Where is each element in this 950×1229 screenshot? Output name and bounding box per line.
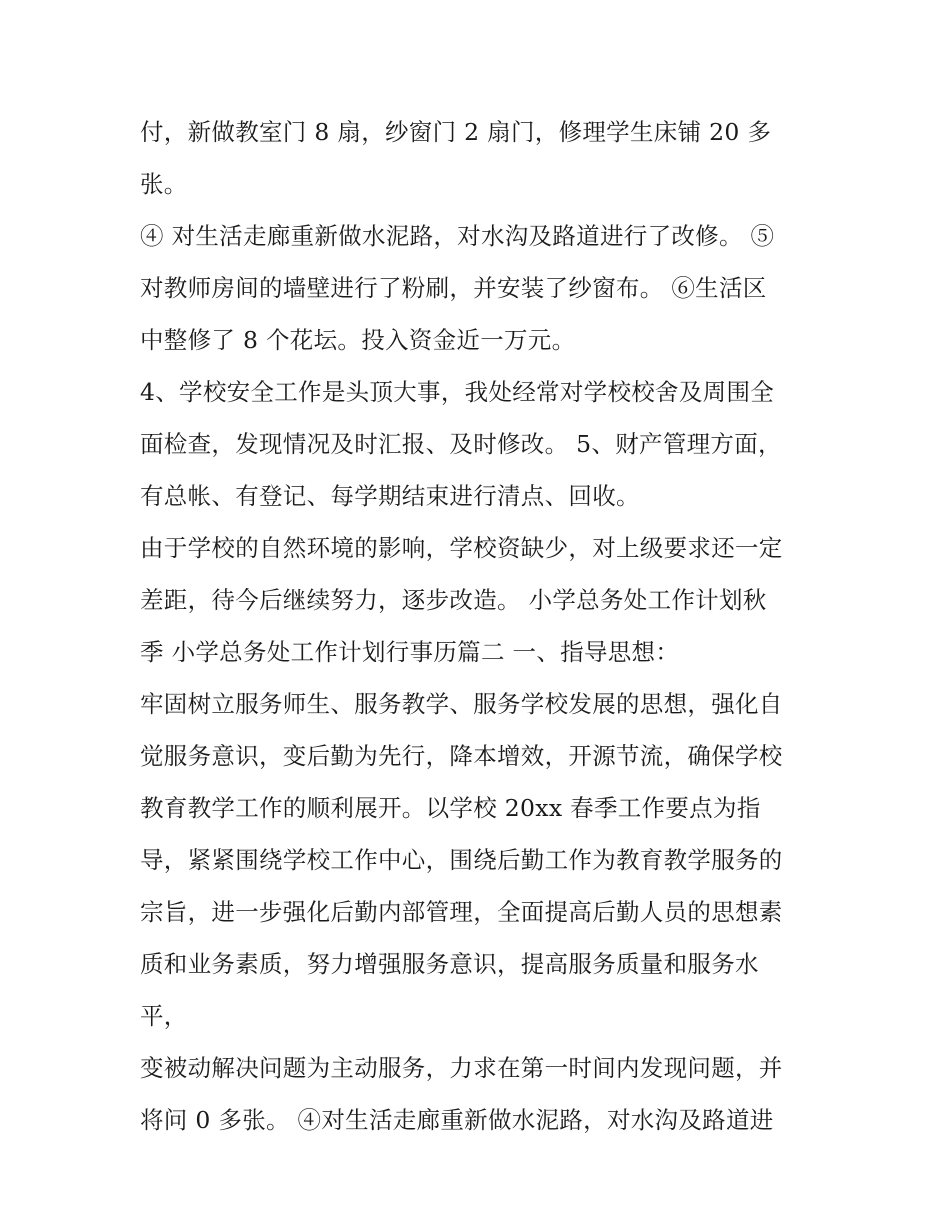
text-line: 牢固树立服务师生、服务教学、服务学校发展的思想，强化自 bbox=[140, 690, 783, 718]
text-line: 差距，待今后继续努力，逐步改造。 小学总务处工作计划秋 bbox=[140, 586, 767, 614]
text-line: 变被动解决问题为主动服务，力求在第一时间内发现问题，并 bbox=[140, 1054, 783, 1082]
text-line: 有总帐、有登记、每学期结束进行清点、回收。 bbox=[140, 482, 640, 510]
text-line: 4、学校安全工作是头顶大事，我处经常对学校校舍及周围全 bbox=[140, 378, 775, 406]
document-body bbox=[140, 106, 840, 1146]
text-line: 觉服务意识，变后勤为先行，降本增效，开源节流，确保学校 bbox=[140, 742, 783, 770]
text-line: 导，紧紧围绕学校工作中心，围绕后勤工作为教育教学服务的 bbox=[140, 846, 783, 874]
text-line: 质和业务素质，努力增强服务意识，提高服务质量和服务水 bbox=[140, 950, 759, 978]
text-line: 面检查，发现情况及时汇报、及时修改。 5、财产管理方面， bbox=[140, 430, 782, 458]
text-line: 中整修了 8 个花坛。投入资金近一万元。 bbox=[140, 326, 576, 354]
text-line: 教育教学工作的顺利展开。以学校 20xx 春季工作要点为指 bbox=[140, 794, 761, 822]
text-line: 付，新做教室门 8 扇，纱窗门 2 扇门，修理学生床铺 20 多 bbox=[140, 118, 772, 146]
text-line: 季 小学总务处工作计划行事历篇二 一、指导思想： bbox=[140, 638, 680, 666]
text-line: 由于学校的自然环境的影响，学校资缺少，对上级要求还一定 bbox=[140, 534, 783, 562]
text-line: ④ 对生活走廊重新做水泥路，对水沟及路道进行了改修。 ⑤ bbox=[140, 222, 775, 250]
text-line: 平， bbox=[140, 1002, 188, 1030]
text-line: 宗旨，进一步强化后勤内部管理，全面提高后勤人员的思想素 bbox=[140, 898, 783, 926]
text-line: 张。 bbox=[140, 170, 188, 198]
text-line: 对教师房间的墙壁进行了粉刷，并安装了纱窗布。 ⑥生活区 bbox=[140, 274, 767, 302]
text-line: 将问 0 多张。 ④对生活走廊重新做水泥路，对水沟及路道进 bbox=[140, 1106, 774, 1134]
